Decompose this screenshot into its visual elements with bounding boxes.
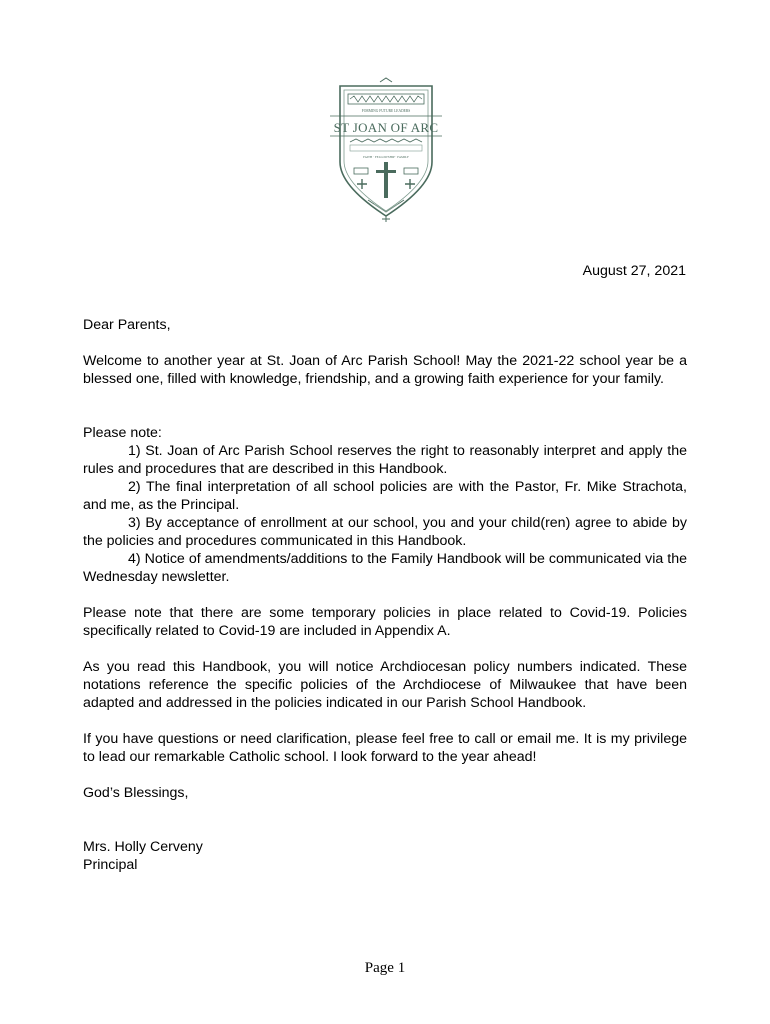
crest-wordmark: ST JOAN OF ARC: [333, 120, 439, 135]
archdiocesan-paragraph: [83, 658, 687, 712]
crest-sword-guard: [376, 170, 396, 173]
questions-paragraph: [83, 730, 687, 766]
crest-cross-right: [405, 179, 415, 189]
crest-motto-bottom: FAITH · FELLOWSHIP · FAMILY: [363, 155, 409, 159]
crest-graphic: [320, 76, 452, 224]
letter-date: August 27, 2021: [582, 263, 686, 279]
crest-finial: [382, 216, 390, 222]
note-item-2: 2) The final interpretation of all school policies are with the Pastor, Fr. Mike Strachota, and me, as the Principal.: [83, 479, 687, 513]
covid-paragraph: [83, 604, 687, 640]
salutation-text: Dear Parents,: [83, 317, 171, 333]
crest-sword-blade: [384, 162, 388, 198]
crest-ornament-right: [404, 168, 418, 174]
note-item-3: 3) By acceptance of enrollment at our school, you and your child(ren) agree to abide by the policies and procedures communicated in this Handbook.: [83, 515, 687, 549]
covid-text: Please note that there are some temporary policies in place related to Covid-19. Policies specifically related to Covid-19 are included in Appendix A.: [83, 605, 687, 639]
signature-block: [83, 838, 687, 874]
crest-ornament-left: [354, 168, 368, 174]
crest-motto-top: FORMING FUTURE LEADERS: [361, 109, 411, 113]
archdiocesan-text: As you read this Handbook, you will notice Archdiocesan policy numbers indicated. These notations reference the specific policies of the Archdiocese of Milwaukee that have been adapted and addressed in the policies indicated in our Parish School Handbook.: [83, 659, 687, 711]
signer-name: Mrs. Holly Cerveny: [83, 839, 203, 855]
page-number: Page 1: [364, 960, 406, 976]
intro-text: Welcome to another year at St. Joan of Arc Parish School! May the 2021-22 school year be a blessed one, filled with knowledge, friendship, and a growing faith experience for your family.: [83, 353, 687, 387]
notes-heading: Please note:: [83, 425, 162, 441]
note-item-4: 4) Notice of amendments/additions to the Family Handbook will be communicated via the Wednesday newsletter.: [83, 551, 687, 585]
note-item-1: 1) St. Joan of Arc Parish School reserves the right to reasonably interpret and apply the rules and procedures that are described in this Handbook.: [83, 443, 687, 477]
closing: [83, 784, 687, 802]
signer-title: Principal: [83, 857, 138, 873]
crest-cross-left: [357, 179, 367, 189]
crest-pattern-box: [350, 145, 422, 151]
intro-paragraph: [83, 352, 687, 388]
notes-section: [83, 424, 687, 586]
questions-text: If you have questions or need clarification, please feel free to call or email me. It is my privilege to lead our remarkable Catholic school. I look forward to the year ahead!: [83, 731, 687, 765]
salutation: [83, 316, 687, 334]
crest-top-finial: [380, 78, 392, 82]
closing-text: God’s Blessings,: [83, 785, 189, 801]
school-crest-logo: [320, 76, 452, 224]
crest-pattern-row-1: [350, 139, 422, 142]
crest-top-zigzag: [350, 96, 422, 102]
